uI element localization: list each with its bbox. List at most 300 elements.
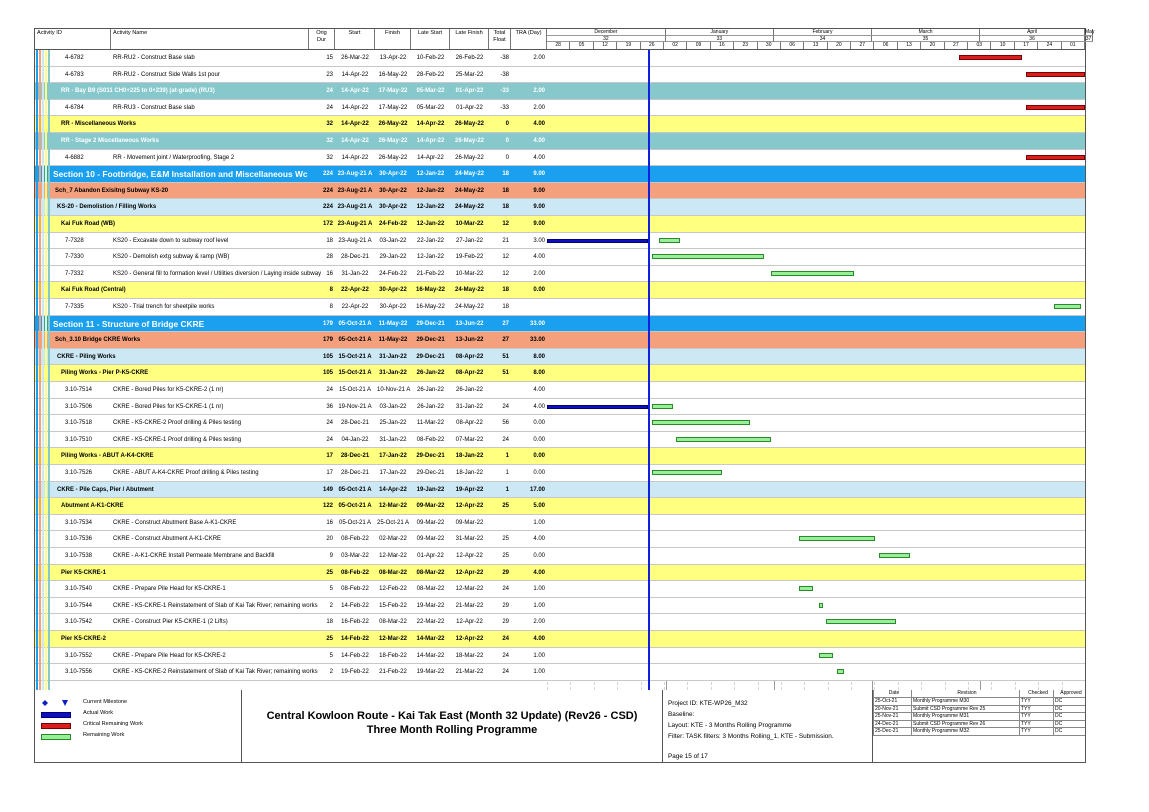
gantt-lane bbox=[547, 565, 1085, 581]
remaining-work-bar[interactable] bbox=[799, 536, 876, 541]
activity-row[interactable] bbox=[35, 664, 1085, 681]
cell-start: 05-Oct-21 A bbox=[338, 337, 372, 344]
cell-start: 05-Oct-21 A bbox=[338, 503, 372, 510]
timeline-day: 26 bbox=[641, 42, 664, 49]
gantt-lane bbox=[547, 299, 1085, 315]
cell-name: CKRE - K5-CKRE-2 Proof drilling & Piles testing bbox=[113, 420, 242, 427]
cell-name: CKRE - Prepare Pile Head for K5-CKRE-1 bbox=[113, 586, 226, 593]
page-number: Page 15 of 17 bbox=[668, 753, 708, 760]
wbs-row[interactable] bbox=[35, 565, 1085, 582]
cell-start: 14-Feb-22 bbox=[340, 636, 369, 642]
activity-row[interactable] bbox=[35, 266, 1085, 283]
col-activity-name[interactable]: Activity Name bbox=[111, 29, 309, 49]
critical-work-bar[interactable] bbox=[1026, 105, 1085, 110]
cell-finish: 10-Nov-21 A bbox=[377, 387, 411, 393]
remaining-work-bar[interactable] bbox=[652, 404, 673, 409]
col-activity-id[interactable]: Activity ID bbox=[35, 29, 111, 49]
cell-ls: 16-May-22 bbox=[416, 304, 445, 310]
cell-tra: 9.00 bbox=[533, 187, 545, 194]
col-tra-day[interactable]: TRA (Day) bbox=[511, 29, 547, 49]
cell-name: Sch_3.10 Bridge CKRE Works bbox=[55, 337, 141, 344]
rev-cell-checked: TYY bbox=[1019, 721, 1055, 729]
gantt-lane bbox=[547, 199, 1085, 215]
cell-lf: 18-Jan-22 bbox=[455, 453, 484, 460]
timeline-month: March bbox=[872, 29, 980, 36]
cell-finish: 08-Mar-22 bbox=[379, 619, 407, 626]
activity-row[interactable] bbox=[35, 648, 1085, 665]
cell-dur: 122 bbox=[322, 503, 333, 510]
cell-finish: 02-Mar-22 bbox=[379, 536, 407, 543]
cell-dur: 8 bbox=[329, 304, 333, 310]
cell-id: 3.10-7514 bbox=[65, 387, 93, 393]
cell-name: CKRE - Construct Abutment Base A-K1-CKRE bbox=[113, 519, 237, 526]
timeline-week-number: 35 bbox=[872, 36, 980, 42]
cell-id: 4-6782 bbox=[65, 55, 84, 61]
cell-finish: 30-Apr-22 bbox=[379, 287, 407, 294]
remaining-work-bar[interactable] bbox=[771, 271, 855, 276]
project-id: Project ID: KTE-WP26_M32 bbox=[668, 700, 748, 707]
cell-finish: 26-May-22 bbox=[378, 121, 408, 128]
cell-dur: 18 bbox=[326, 619, 333, 626]
cell-start: 14-Feb-22 bbox=[341, 652, 369, 659]
cell-lf: 13-Jun-22 bbox=[455, 337, 484, 344]
cell-tf: 1 bbox=[505, 470, 509, 476]
cell-dur: 24 bbox=[326, 104, 333, 111]
activity-row[interactable] bbox=[35, 465, 1085, 482]
cell-tf bbox=[489, 515, 511, 531]
cell-tra: 0.00 bbox=[533, 470, 545, 476]
cell-id: 3.10-7542 bbox=[65, 619, 93, 626]
cell-lf: 01-Apr-22 bbox=[456, 104, 483, 111]
activity-row[interactable] bbox=[35, 399, 1085, 416]
cell-finish: 25-Oct-21 A bbox=[377, 519, 410, 526]
cell-name: Piling Works - ABUT A-K4-CKRE bbox=[61, 453, 154, 460]
cell-lf: 27-Jan-22 bbox=[455, 237, 484, 244]
cell-lf: 12-Apr-22 bbox=[456, 553, 483, 559]
wbs-row[interactable] bbox=[35, 116, 1085, 133]
cell-ls: 19-Mar-22 bbox=[416, 669, 445, 676]
cell-tf: 25 bbox=[502, 553, 509, 559]
activity-row[interactable] bbox=[35, 233, 1085, 250]
cell-start: 14-Apr-22 bbox=[341, 71, 369, 78]
gantt-lane bbox=[547, 399, 1085, 415]
cell-start: 14-Apr-22 bbox=[341, 138, 369, 144]
cell-id: 4-6784 bbox=[65, 104, 84, 111]
level-bar bbox=[45, 50, 47, 690]
cell-ls: 14-Mar-22 bbox=[416, 636, 445, 642]
remaining-work-bar[interactable] bbox=[819, 603, 822, 608]
timeline-month: December bbox=[547, 29, 666, 36]
cell-dur: 24 bbox=[326, 436, 333, 443]
cell-tra: 1.00 bbox=[533, 602, 545, 609]
cell-dur: 5 bbox=[329, 652, 333, 659]
cell-ls: 14-Apr-22 bbox=[417, 154, 444, 161]
remaining-work-bar[interactable] bbox=[652, 470, 722, 475]
cell-tra: 4.00 bbox=[533, 569, 545, 576]
cell-tra: 5.00 bbox=[533, 503, 545, 510]
remaining-work-bar[interactable] bbox=[659, 238, 680, 243]
cell-tf: 24 bbox=[502, 436, 509, 443]
cell-start: 08-Feb-22 bbox=[340, 569, 369, 576]
cell-name: KS20 - Excavate down to subway roof level bbox=[113, 237, 229, 244]
remaining-work-bar[interactable] bbox=[819, 653, 833, 658]
activity-row[interactable] bbox=[35, 614, 1085, 631]
cell-name: CKRE - Bored Piles for K5-CKRE-2 (1 nr) bbox=[113, 387, 224, 393]
col-late-start[interactable]: Late Start bbox=[411, 29, 450, 49]
rev-cell-approved: DC bbox=[1053, 698, 1087, 706]
timeline-month: February bbox=[774, 29, 872, 36]
activity-row[interactable] bbox=[35, 531, 1085, 548]
cell-start: 14-Feb-22 bbox=[341, 602, 369, 609]
timeline-month: May bbox=[1085, 29, 1095, 35]
cell-finish: 12-Mar-22 bbox=[378, 636, 407, 642]
cell-tra: 4.00 bbox=[533, 154, 545, 161]
critical-work-bar[interactable] bbox=[1026, 72, 1085, 77]
cell-lf: 25-Mar-22 bbox=[455, 71, 484, 78]
cell-dur: 16 bbox=[326, 519, 333, 526]
wbs-row[interactable] bbox=[35, 282, 1085, 299]
cell-tra: 1.00 bbox=[533, 586, 545, 593]
cell-name: CKRE - Bored Piles for K5-CKRE-1 (1 nr) bbox=[113, 403, 224, 410]
actual-work-bar[interactable] bbox=[547, 239, 648, 243]
cell-name: KS-20 - Demolistion / Filling Works bbox=[57, 204, 157, 211]
cell-ls: 14-Apr-22 bbox=[416, 138, 445, 144]
cell-name: Kai Fuk Road (WB) bbox=[61, 221, 115, 227]
gantt-lane bbox=[547, 216, 1085, 232]
col-late-finish[interactable]: Late Finish bbox=[450, 29, 489, 49]
cell-finish: 18-Feb-22 bbox=[379, 652, 407, 659]
cell-id: 7-7335 bbox=[65, 304, 84, 310]
col-orig-dur[interactable]: Orig Dur bbox=[309, 29, 335, 49]
cell-tra: 33.00 bbox=[529, 320, 545, 327]
cell-tf: 24 bbox=[502, 586, 509, 593]
cell-tra: 0.00 bbox=[533, 420, 545, 427]
cell-finish: 17-May-22 bbox=[378, 88, 408, 95]
cell-tf: 29 bbox=[502, 569, 509, 576]
cell-ls: 26-Jan-22 bbox=[416, 403, 445, 410]
wbs-row[interactable] bbox=[35, 448, 1085, 465]
cell-finish: 16-May-22 bbox=[378, 71, 408, 78]
rev-cell-date: Date bbox=[873, 690, 913, 698]
timeline-day: 27 bbox=[851, 42, 874, 49]
cell-name: CKRE - K5-CKRE-1 Reinstatement of Slab of Kai Tak River; remaining works bbox=[113, 602, 318, 609]
cell-ls: 19-Mar-22 bbox=[416, 602, 445, 609]
rev-cell-approved: DC bbox=[1053, 721, 1087, 729]
data-date-line bbox=[648, 50, 650, 691]
timeline-month: April bbox=[980, 29, 1085, 36]
activity-row[interactable] bbox=[35, 432, 1085, 449]
cell-lf: 26-Jan-22 bbox=[455, 387, 484, 393]
activity-row[interactable] bbox=[35, 50, 1085, 67]
cell-dur: 28 bbox=[326, 254, 333, 261]
timeline-day: 03 bbox=[968, 42, 991, 49]
activity-row[interactable] bbox=[35, 581, 1085, 598]
cell-finish: 24-Feb-22 bbox=[378, 221, 407, 227]
wbs-row[interactable] bbox=[35, 83, 1085, 100]
activity-row[interactable] bbox=[35, 67, 1085, 84]
cell-ls: 14-Apr-22 bbox=[416, 121, 445, 128]
cell-name: CKRE - Construct Abutment A-K1-CKRE bbox=[113, 536, 222, 543]
cell-tf: 24 bbox=[502, 636, 509, 642]
remaining-work-bar[interactable] bbox=[676, 437, 770, 442]
gantt-lane bbox=[547, 448, 1085, 464]
cell-tra: 9.00 bbox=[533, 171, 545, 178]
activity-row[interactable] bbox=[35, 548, 1085, 565]
cell-ls: 05-Mar-22 bbox=[416, 88, 445, 95]
cell-tf: -33 bbox=[500, 88, 509, 95]
gantt-lane bbox=[547, 515, 1085, 531]
cell-finish: 12-Mar-22 bbox=[379, 553, 407, 559]
cell-tf: 24 bbox=[502, 669, 509, 676]
level-bar bbox=[48, 50, 50, 690]
cell-tra: 0.00 bbox=[533, 453, 545, 460]
activity-row[interactable] bbox=[35, 249, 1085, 266]
cell-name: Section 10 - Footbridge, E&M Installation and Miscellaneous Wc bbox=[53, 169, 308, 180]
timeline-day: 10 bbox=[991, 42, 1014, 49]
cell-finish: 21-Feb-22 bbox=[379, 669, 407, 676]
cell-start: 19-Feb-22 bbox=[341, 669, 369, 676]
remaining-work-bar[interactable] bbox=[837, 669, 844, 674]
cell-start: 23-Aug-21 A bbox=[337, 171, 373, 178]
cell-lf: 08-Apr-22 bbox=[455, 370, 484, 377]
cell-start: 03-Mar-22 bbox=[341, 553, 369, 559]
cell-ls: 14-Mar-22 bbox=[416, 652, 445, 659]
rev-cell-checked: TYY bbox=[1019, 706, 1055, 714]
gantt-lane bbox=[547, 116, 1085, 132]
cell-start: 22-Apr-22 bbox=[341, 304, 369, 310]
timeline-day: 06 bbox=[781, 42, 804, 49]
cell-name: RR - Miscellaneous Works bbox=[61, 121, 136, 128]
cell-id: 7-7328 bbox=[65, 237, 84, 244]
critical-work-swatch bbox=[41, 723, 71, 729]
cell-id: 7-7330 bbox=[65, 254, 84, 261]
cell-id: 3.10-7556 bbox=[65, 669, 93, 676]
remaining-work-bar[interactable] bbox=[826, 619, 896, 624]
cell-tra: 1.00 bbox=[533, 669, 545, 676]
cell-lf: 18-Jan-22 bbox=[455, 470, 484, 476]
cell-finish: 12-Feb-22 bbox=[379, 586, 407, 593]
cell-finish: 31-Jan-22 bbox=[379, 353, 407, 360]
wbs-row[interactable] bbox=[35, 216, 1085, 233]
cell-start: 15-Oct-21 A bbox=[338, 370, 372, 377]
cell-name: Kai Fuk Road (Central) bbox=[61, 287, 126, 294]
activity-row[interactable] bbox=[35, 382, 1085, 399]
wbs-row[interactable] bbox=[35, 316, 1085, 333]
cell-name: Pier K5-CKRE-2 bbox=[61, 636, 107, 642]
critical-work-bar[interactable] bbox=[1026, 155, 1085, 160]
title-block bbox=[241, 690, 663, 762]
cell-dur: 20 bbox=[326, 536, 333, 543]
cell-tf: 56 bbox=[502, 420, 509, 427]
remaining-work-bar[interactable] bbox=[879, 553, 910, 558]
cell-finish: 29-Jan-22 bbox=[379, 254, 407, 261]
cell-id: 3.10-7526 bbox=[65, 470, 93, 476]
remaining-work-bar[interactable] bbox=[1054, 304, 1082, 309]
remaining-work-bar[interactable] bbox=[799, 586, 813, 591]
cell-ls: 21-Feb-22 bbox=[416, 270, 445, 277]
cell-dur: 149 bbox=[322, 486, 333, 493]
legend-label: Actual Work bbox=[83, 710, 114, 716]
cell-id: 4-6882 bbox=[65, 154, 84, 161]
wbs-row[interactable] bbox=[35, 498, 1085, 515]
wbs-row[interactable] bbox=[35, 332, 1085, 349]
rev-cell-revision: Submit CSD Programme Rev 26 bbox=[911, 721, 1021, 729]
cell-dur: 2 bbox=[329, 669, 333, 676]
cell-lf: 01-Apr-22 bbox=[455, 88, 484, 95]
cell-tra: 4.00 bbox=[533, 254, 545, 261]
cell-name: RR - Movement joint / Waterproofing, Stage 2 bbox=[113, 154, 235, 161]
gantt-lane bbox=[547, 581, 1085, 597]
cell-start: 19-Nov-21 A bbox=[338, 403, 372, 410]
cell-tra: 2.00 bbox=[533, 619, 545, 626]
wbs-row[interactable] bbox=[35, 166, 1085, 183]
cell-tra: 4.00 bbox=[533, 387, 545, 393]
cell-ls: 29-Dec-21 bbox=[416, 470, 445, 476]
activity-row[interactable] bbox=[35, 515, 1085, 532]
cell-name: CKRE - Construct Pier K5-CKRE-1 (2 Lifts) bbox=[113, 619, 228, 626]
activity-row[interactable] bbox=[35, 598, 1085, 615]
rev-cell-date: 24-Dec-21 bbox=[873, 721, 913, 729]
timeline-week-number: 36 bbox=[980, 36, 1085, 42]
cell-name: RR - Bay B9 (S011 CH0+225 to 0+239) (at-grade) (RU3) bbox=[61, 88, 215, 95]
cell-name: Abutment A-K1-CKRE bbox=[61, 503, 124, 510]
cell-lf: 21-Mar-22 bbox=[455, 669, 484, 676]
cell-dur: 17 bbox=[326, 470, 333, 476]
legend-label: Current Milestone bbox=[83, 699, 128, 705]
cell-id: 3.10-7510 bbox=[65, 436, 93, 443]
cell-name: CKRE - Piling Works bbox=[57, 353, 116, 360]
cell-tra: 2.00 bbox=[533, 88, 545, 95]
timeline-day: 30 bbox=[758, 42, 781, 49]
cell-ls: 09-Mar-22 bbox=[416, 503, 445, 510]
activity-row[interactable] bbox=[35, 415, 1085, 432]
cell-ls: 12-Jan-22 bbox=[416, 171, 445, 178]
cell-finish: 13-Apr-22 bbox=[379, 55, 407, 61]
wbs-row[interactable] bbox=[35, 133, 1085, 150]
cell-name: RR - Stage 2 Miscellaneous Works bbox=[61, 138, 159, 144]
cell-dur: 224 bbox=[322, 204, 333, 211]
gantt-lane bbox=[547, 332, 1085, 348]
rev-cell-date: 25-Oct-21 bbox=[873, 698, 913, 706]
cell-finish: 12-Mar-22 bbox=[378, 503, 407, 510]
activity-row[interactable] bbox=[35, 299, 1085, 316]
col-finish[interactable]: Finish bbox=[375, 29, 411, 49]
schedule-sheet bbox=[34, 28, 1095, 692]
report-title: Central Kowloon Route - Kai Tak East (Month 32 Update) (Rev26 - CSD) bbox=[266, 710, 638, 722]
cell-ls: 19-Jan-22 bbox=[416, 486, 445, 493]
remaining-work-bar[interactable] bbox=[652, 254, 764, 259]
rev-cell-checked: Checked bbox=[1019, 690, 1055, 698]
cell-tf: -33 bbox=[500, 104, 509, 111]
cell-lf: 12-Apr-22 bbox=[455, 569, 484, 576]
gantt-lane bbox=[547, 648, 1085, 664]
cell-start: 08-Feb-22 bbox=[341, 586, 369, 593]
gantt-lane bbox=[547, 382, 1085, 398]
actual-work-bar[interactable] bbox=[547, 405, 648, 409]
cell-ls: 29-Dec-21 bbox=[416, 320, 445, 327]
cell-start: 28-Dec-21 bbox=[340, 470, 369, 476]
critical-work-bar[interactable] bbox=[959, 55, 1022, 60]
cell-start: 08-Feb-22 bbox=[341, 536, 369, 543]
cell-dur: 24 bbox=[326, 387, 333, 393]
wbs-row[interactable] bbox=[35, 482, 1085, 499]
timeline-week-number: 37 bbox=[1085, 36, 1092, 42]
cell-ls: 12-Jan-22 bbox=[416, 221, 445, 227]
cell-tf: 1 bbox=[505, 486, 509, 493]
col-total-float[interactable]: Total Float bbox=[489, 29, 511, 49]
cell-lf: 08-Apr-22 bbox=[455, 353, 484, 360]
cell-dur: 224 bbox=[322, 187, 333, 194]
cell-tf: 12 bbox=[502, 270, 509, 277]
cell-ls: 09-Mar-22 bbox=[416, 536, 445, 543]
cell-start: 04-Jan-22 bbox=[341, 436, 369, 443]
timeline-day: 02 bbox=[664, 42, 687, 49]
cell-ls: 05-Mar-22 bbox=[416, 104, 445, 111]
cell-tra: 2.00 bbox=[533, 55, 545, 61]
wbs-row[interactable] bbox=[35, 365, 1085, 382]
cell-finish: 30-Apr-22 bbox=[379, 204, 407, 211]
cell-dur: 23 bbox=[326, 71, 333, 78]
timeline-day: 28 bbox=[547, 42, 570, 49]
legend-label: Critical Remaining Work bbox=[83, 721, 143, 727]
cell-lf: 12-Apr-22 bbox=[455, 503, 484, 510]
legend-label: Remaining Work bbox=[83, 732, 125, 738]
cell-name: CKRE - K5-CKRE-2 Reinstatement of Slab of Kai Tak River; remaining works bbox=[113, 669, 318, 676]
cell-dur: 18 bbox=[326, 237, 333, 244]
cell-start: 23-Aug-21 A bbox=[337, 204, 373, 211]
cell-finish: 24-Feb-22 bbox=[379, 270, 407, 277]
layout: Layout: KTE - 3 Months Rolling Programme bbox=[668, 722, 792, 729]
wbs-row[interactable] bbox=[35, 183, 1085, 200]
wbs-row[interactable] bbox=[35, 199, 1085, 216]
gantt-lane bbox=[547, 133, 1085, 149]
cell-tf: 21 bbox=[502, 237, 509, 244]
timeline-day: 20 bbox=[921, 42, 944, 49]
cell-tf: 51 bbox=[502, 353, 509, 360]
cell-start: 15-Oct-21 A bbox=[338, 353, 372, 360]
cell-finish: 30-Apr-22 bbox=[379, 304, 407, 310]
cell-ls: 26-Jan-22 bbox=[416, 387, 445, 393]
cell-dur: 32 bbox=[326, 154, 333, 161]
cell-tf: 29 bbox=[502, 619, 509, 626]
cell-tf: 24 bbox=[502, 652, 509, 659]
cell-finish: 26-May-22 bbox=[378, 138, 408, 144]
activity-row[interactable] bbox=[35, 150, 1085, 167]
cell-tra: 0.00 bbox=[533, 436, 545, 443]
milestone-icon bbox=[41, 699, 69, 707]
remaining-work-bar[interactable] bbox=[652, 420, 750, 425]
cell-id: 3.10-7544 bbox=[65, 602, 93, 609]
cell-lf: 26-May-22 bbox=[454, 121, 484, 128]
cell-finish: 03-Jan-22 bbox=[379, 403, 407, 410]
cell-start: 31-Jan-22 bbox=[341, 270, 369, 277]
cell-id: 3.10-7552 bbox=[65, 652, 93, 659]
cell-id: 4-6783 bbox=[65, 71, 84, 78]
cell-tf: 18 bbox=[502, 204, 509, 211]
wbs-row[interactable] bbox=[35, 349, 1085, 366]
cell-ls: 11-Mar-22 bbox=[416, 420, 445, 427]
cell-finish: 14-Apr-22 bbox=[379, 486, 407, 493]
gantt-lane bbox=[547, 482, 1085, 498]
activity-row[interactable] bbox=[35, 100, 1085, 117]
col-start[interactable]: Start bbox=[335, 29, 375, 49]
wbs-row[interactable] bbox=[35, 631, 1085, 648]
cell-dur: 32 bbox=[326, 138, 333, 144]
cell-name: RR-RU2 - Construct Base slab bbox=[113, 55, 195, 61]
cell-tra: 9.00 bbox=[533, 221, 545, 227]
cell-lf: 12-Apr-22 bbox=[455, 636, 484, 642]
level-bar bbox=[42, 50, 44, 690]
